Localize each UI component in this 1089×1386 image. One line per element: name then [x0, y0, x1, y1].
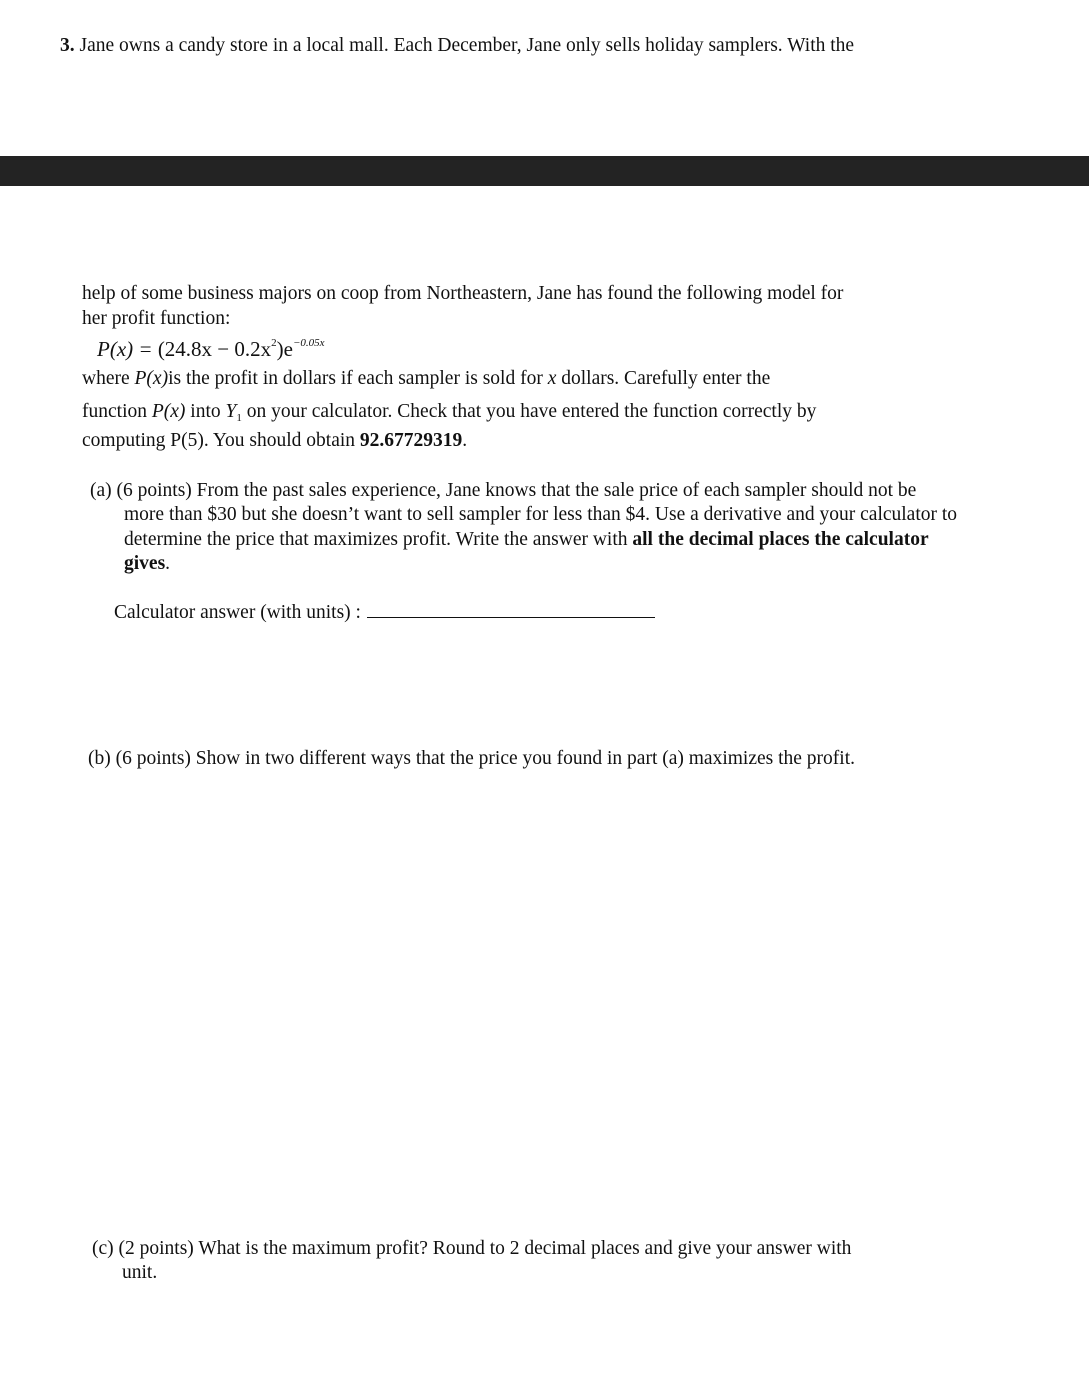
where-mid: is the profit in dollars if each sampler is sold for [168, 368, 548, 389]
part-a-line3 [124, 528, 929, 552]
part-c-line2: unit. [122, 1262, 158, 1283]
computing-post: . [462, 430, 468, 451]
computing-pre: computing P(5). You should obtain [82, 430, 360, 451]
computing-value: 92.67729319 [359, 430, 463, 451]
part-a-line4 [124, 552, 170, 576]
computing-line [82, 429, 467, 453]
part-a-line1: (a) (6 points) From the past sales experience, Jane knows that the sale price of each sampler should not be [90, 480, 917, 501]
answer-label: Calculator answer (with units) : [114, 602, 361, 623]
part-a-answer-row [114, 601, 655, 625]
problem-intro-line3: her profit function: [82, 308, 231, 329]
formula-close: )e [276, 337, 293, 361]
where-line [82, 367, 770, 391]
part-a-line2: more than $30 but she doesn’t want to sell sampler for less than $4. Use a derivative and your calculator to [124, 504, 958, 525]
function-line [82, 400, 816, 426]
part-a-line4-bold: gives [124, 553, 166, 574]
where-var: x [547, 368, 557, 389]
function-pre: function [82, 401, 152, 422]
part-a-line4-post: . [165, 553, 171, 574]
part-b-line1: (b) (6 points) Show in two different ways that the price you found in part (a) maximizes the profit. [88, 748, 855, 769]
problem-intro-line2: help of some business majors on coop from Northeastern, Jane has found the following model for [82, 283, 844, 304]
function-fn: P(x) [151, 401, 186, 422]
formula-power: 2 [271, 337, 277, 349]
where-pre: where [82, 368, 135, 389]
part-a-line3-text: determine the price that maximizes profit. Write the answer with [124, 529, 633, 550]
problem-intro-text: Jane owns a candy store in a local mall. Each December, Jane only sells holiday samplers. With the [79, 35, 855, 56]
function-post: on your calculator. Check that you have entered the function correctly by [241, 401, 817, 422]
where-fn: P(x) [134, 368, 169, 389]
part-c-line1: (c) (2 points) What is the maximum profit? Round to 2 decimal places and give your answer with [92, 1238, 852, 1259]
formula-body: (24.8x − 0.2x [157, 337, 272, 361]
problem-number: 3. [60, 35, 75, 56]
formula-exponent: −0.05x [292, 337, 325, 349]
function-y: Y [225, 401, 237, 422]
part-a-line3-bold: all the decimal places the calculator [632, 529, 929, 550]
formula-lhs: P(x) = [97, 337, 158, 361]
where-post: dollars. Carefully enter the [556, 368, 771, 389]
page-break-band [0, 156, 1089, 186]
answer-blank-line[interactable] [367, 603, 655, 618]
profit-formula [97, 336, 325, 362]
function-mid: into [185, 401, 226, 422]
function-sub: 1 [236, 412, 242, 424]
problem-intro-line1 [60, 34, 854, 58]
